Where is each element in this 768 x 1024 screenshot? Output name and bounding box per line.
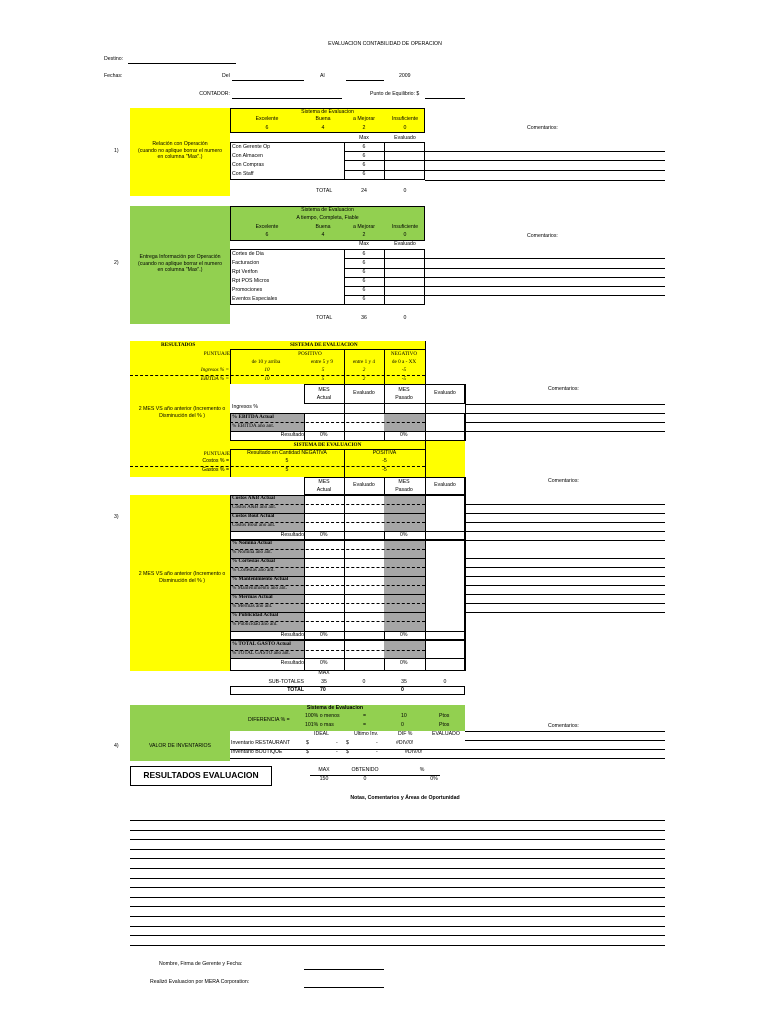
s3b-row-label: % Cortesias Actual [232,558,275,564]
s2-row-line [344,295,425,296]
s3a-ingresos-value: 10 [264,367,270,373]
s2-total-max: 36 [361,315,367,321]
s3a-ebitda-value: 5 [321,376,325,382]
s3b-divider [425,441,426,477]
s1-row-label: Con Gerente Op [232,144,271,150]
s4-ptos: Ptos [439,722,450,728]
s3b-row-label: % TOTAL GASTO Actual [232,641,291,647]
s1-desc-line: (cuando no aplique borrar el numero [138,147,222,154]
s3b-evaluado-header-2: Evaluado [434,482,456,488]
s3a-ingresos-value: -5 [401,367,407,373]
s1-evaluado-header: Evaluado [394,135,416,141]
s4-dif: #DIV/0! [396,740,414,746]
s3b-evaluado-header: Evaluado [353,482,375,488]
s3b-comment-line[interactable] [465,603,665,604]
s4-value: - [376,740,378,746]
s3b-costos-value: 5 [285,458,289,464]
s2-row-label: Rpt Verifon [232,269,258,275]
punto-equilibrio-label: Punto de Equilibrio: $ [370,91,420,97]
s3b-dashed-rule [130,466,425,467]
s2-comment-line[interactable] [425,258,665,259]
notas-title: Notas, Comentarios y Áreas de Oportunidad [350,795,460,801]
s3a-ebitda-value: 10 [264,376,270,382]
s3b-col-divider [465,477,466,671]
s3a-comment-line[interactable] [465,404,665,405]
destino-label: Destino: [104,56,124,62]
s1-table-divider [384,142,385,180]
punto-equilibrio-field[interactable] [425,98,465,99]
subtotal-value: 0 [443,679,447,685]
s3b-resultado-actual: 0% [320,532,328,538]
s4-value: - [376,749,378,755]
s2-row-max: 6 [362,260,366,266]
s1-score: 2 [362,125,366,131]
s1-max-header: Max [359,135,369,141]
s1-scale-title: Sistema de Evaluacion [301,109,354,115]
s3b-mes-pasado-header [384,479,424,495]
s1-row-max: 6 [362,153,366,159]
s3b-divider [304,495,305,540]
s4-inv-label: Inventario BOUTIQUE [231,749,283,755]
s3b-comment-line[interactable] [465,612,665,613]
s2-level: a Mejorar [353,224,375,230]
s3a-row-label: Ingresos % [232,404,258,410]
s2-row-max: 6 [362,269,366,275]
final-pct-value: 0% [430,776,438,782]
s2-row-line [344,277,425,278]
s3a-range: de 10 y arriba [251,359,281,365]
s3b-rule [230,631,465,632]
s3a-row-label: % EBITDA Actual [232,414,274,420]
s1-score: 4 [321,125,325,131]
s3b-row-label: % Mermas año ant. [232,603,273,609]
s1-description [130,141,230,161]
s3a-mes-actual-header [304,387,344,403]
s1-comment-line[interactable] [425,151,665,152]
notas-line[interactable] [130,935,665,936]
s3b-divider [304,540,305,640]
s3a-ebitda-value: -5 [401,376,407,382]
final-obtenido-label: OBTENIDO [351,767,379,773]
firma-label: Nombre, Firma de Gerente y Fecha: [159,961,243,967]
s3b-comment-line[interactable] [465,522,665,523]
total-label: TOTAL [287,687,304,693]
s4-sistema-title: Sistema de Evaluacion [306,705,364,711]
s3a-comment-line[interactable] [465,431,665,432]
s2-desc-line: en columna "Max".) [157,267,203,273]
s2-comment-line[interactable] [425,268,665,269]
s2-max-header: Max [359,241,369,247]
s4-currency: $ [346,749,349,755]
s1-score: 0 [403,125,407,131]
firma-field[interactable] [304,969,384,970]
s4-eq: = [363,722,367,728]
s2-number: 2) [114,260,119,266]
s1-level: Buena [315,116,331,122]
s2-row-max: 6 [362,287,366,293]
s3a-ebitda-label: EBITDA % = [200,376,229,382]
s3a-range: entre 5 y 9 [310,359,334,365]
s3b-resultado-label: Resultado [280,660,304,666]
s3b-resultado-pasado: 0% [400,632,408,638]
s3b-comment-line[interactable] [465,567,665,568]
s3b-row-label: % Mantenimiento año ant. [232,585,288,591]
s1-desc-line: Relación con Operación [152,141,208,147]
notas-line[interactable] [130,849,665,850]
s3b-rule [230,531,465,532]
s4-col-header: EVALUADO [432,731,460,737]
s1-comment-line[interactable] [425,170,665,171]
s3a-row-label: % EBITDA año ant. [232,423,275,429]
header-line: MES [318,387,330,393]
s3a-range: de 0 a - XX [391,359,417,365]
al-label: Al [320,73,325,79]
s4-diferencia-label: DIFERENCIA % = [248,717,290,723]
s4-points: 10 [401,713,407,719]
subtotal-value: 35 [401,679,407,685]
s2-row-line [344,286,425,287]
s4-dif: #DIV/0! [405,749,423,755]
s3b-row-label: % TOTAL GASTO año ant. [232,650,291,656]
destino-field[interactable] [128,63,236,64]
s3b-divider [304,640,305,671]
total-max: 70 [320,687,326,693]
s2-level: Insuficiente [391,224,419,230]
s3b-puntuaje: PUNTUAJE [203,451,230,457]
s3a-evaluado-header-2: Evaluado [434,390,456,396]
s3b-comment-line[interactable] [465,531,665,532]
s2-comment-line[interactable] [425,286,665,287]
s3a-negativo: NEGATIVO [390,351,418,357]
s4-value: - [336,740,338,746]
s3a-ingresos-label: Ingresos % = [200,367,229,373]
s3b-comment-line[interactable] [465,576,665,577]
s1-row-label: Con Staff [232,171,254,177]
s4-range: 100% o menos [305,713,340,719]
s2-score: 2 [362,232,366,238]
document-title: EVALUACION CONTABILIDAD DE OPERACION [328,41,442,47]
s4-label-block [130,705,230,761]
s3a-ebitda-value: 2 [362,376,366,382]
s3b-resultado-label: Resultado [280,632,304,638]
s3a-ingresos-value: 5 [321,367,325,373]
s2-row-label: Rpt POS Micros [232,278,270,284]
s4-value: - [336,749,338,755]
notas-line[interactable] [130,906,665,907]
s3a-resultado-pasado: 0% [400,432,408,438]
s3a-range: entre 1 y 4 [352,359,376,365]
notas-line[interactable] [130,916,665,917]
s4-col-header: DIF % [398,731,413,737]
s3a-rule [230,431,465,432]
subtotal-value: 35 [321,679,327,685]
s1-level: Excelente [255,116,279,122]
total-evaluado: 0 [401,687,404,693]
s3b-row-label: % Publicidad Actual [232,612,279,618]
s2-comment-line[interactable] [425,277,665,278]
notas-line[interactable] [130,926,665,927]
notas-line[interactable] [130,887,665,888]
del-label: Del [222,73,230,79]
s3a-resultados-title: RESULTADOS [161,342,196,348]
s3b-comment-line[interactable] [465,594,665,595]
s4-inv-label: Inventario RESTAURANT [231,740,290,746]
s2-row-max: 6 [362,278,366,284]
s2-row-label: Promociones [232,287,263,293]
s3b-comment-line[interactable] [465,513,665,514]
s4-rule [230,758,465,759]
s2-row-line [344,268,425,269]
s2-comment-line[interactable] [425,295,665,296]
s1-comment-line[interactable] [425,180,665,181]
header-line: MES [398,479,410,485]
s3b-resultado-actual: 0% [320,632,328,638]
s3a-divider [425,341,426,384]
s3a-puntuaje: PUNTUAJE [203,351,230,357]
header-line: MES [318,479,330,485]
final-max-label: MAX [318,767,330,773]
realizo-label: Realizó Evaluacion por MERA Corporation: [150,979,250,985]
s3a-evaluado-header: Evaluado [353,390,375,396]
notas-line[interactable] [130,878,665,879]
s1-comentarios-label: Comentarios: [527,125,558,131]
al-field[interactable] [346,80,384,81]
s1-row-max: 6 [362,144,366,150]
s2-description [130,254,230,274]
s2-row-label: Eventos Especiales [232,296,278,302]
s1-row-label: Con Compras [232,162,265,168]
s3a-divider [230,349,231,384]
s3b-row-label: Costos A&B Actual [232,495,275,501]
s4-comment-line[interactable] [465,731,665,732]
final-max-value: 150 [319,776,329,782]
s4-comment-line[interactable] [465,740,665,741]
s3a-comentarios-label: Comentarios: [548,386,579,392]
s3a-dashed-rule [130,375,425,376]
s3a-comment-line[interactable] [465,422,665,423]
s2-row-max: 6 [362,251,366,257]
s3b-mes-actual-header [304,479,344,495]
fechas-label: Fechas: [104,73,123,79]
s2-row-label: Facturacion [232,260,260,266]
notas-line[interactable] [130,897,665,898]
s2-scale-title: Sistema de Evaluacion [301,207,354,213]
s2-row-label: Cortes de Dia [232,251,264,257]
s2-level: Excelente [255,224,279,230]
header-line: Actual [316,394,332,401]
s4-col-header: IDEAL [314,731,329,737]
s3b-comment-line[interactable] [465,585,665,586]
s3b-pos-head: POSITIVA [372,450,397,456]
s4-comment-line[interactable] [465,749,665,750]
s4-number: 4) [114,743,119,749]
s3b-comment-line[interactable] [465,504,665,505]
s3a-ingresos-value: 2 [362,367,366,373]
realizo-field[interactable] [304,987,384,988]
s3a-resultado-actual: 0% [320,432,328,438]
s1-desc-line: en columna "Max".) [157,154,203,160]
s2-row-line [344,258,425,259]
s2-total-label: TOTAL [316,315,333,321]
s2-total-evaluado: 0 [403,315,407,321]
s3a-resultado-label: Resultado [280,432,304,438]
s3b-resultado-actual: 0% [320,660,328,666]
s3b-comment-line[interactable] [465,558,665,559]
s1-row-line [344,160,425,161]
s3a-divider [304,413,305,441]
contador-field[interactable] [232,98,342,99]
s3a-sistema-title: SISTEMA DE EVALUACION [290,342,358,348]
s3b-description: 2 MES VS año anterior (Incremento o Disminución del % ) [138,571,226,584]
s3b-gastos-label: Gastos % = [202,467,229,473]
final-obtenido-value: 0 [363,776,367,782]
s3b-rule [230,658,465,659]
subtotal-value: 0 [362,679,366,685]
s2-desc-line: Entrega Información por Operación [139,254,221,260]
s1-row-line [344,151,425,152]
s1-total-max: 24 [361,188,367,194]
notas-line[interactable] [130,868,665,869]
s4-eq: = [363,713,367,719]
s3b-row-label: Costos Bout Actual [232,513,275,519]
s1-level: Insuficiente [391,116,419,122]
s1-total-evaluado: 0 [403,188,407,194]
s3a-description: 2 MES VS año anterior (Incremento o Disminución del % ) [138,406,226,419]
header-line: Pasado [395,394,413,401]
s4-currency: $ [306,740,309,746]
contador-label: CONTADOR: [199,91,230,97]
s4-range: 101% o mas [305,722,334,728]
s1-number: 1) [114,148,119,154]
final-pct-label: % [419,767,425,773]
s3a-positivo: POSITIVO [298,351,322,357]
s3b-number: 3) [114,514,119,520]
s3b-max-label: MAX [318,670,330,676]
s3b-row-label: % Nomina Actual [232,540,272,546]
s3b-resultado-pasado: 0% [400,660,408,666]
s1-level: a Mejorar [353,116,375,122]
del-field[interactable] [232,80,304,81]
s3b-costos-value: -5 [382,458,387,464]
s2-score: 0 [403,232,407,238]
notas-line[interactable] [130,858,665,859]
s3b-row-label: % Cortesias año ant. [232,567,275,573]
s2-score: 4 [321,232,325,238]
s2-level: Buena [315,224,331,230]
header-line: Pasado [395,486,413,493]
s3b-row-label: % Publicidad año ant. [232,621,278,627]
s3b-row-label: % Mantenimiento Actual [232,576,289,582]
s1-total-label: TOTAL [316,188,333,194]
s3b-row-label: Costos Bout año ant. [232,522,276,528]
s3b-row-label: % Mermas Actual [232,594,273,600]
s4-comentarios-label: Comentarios: [548,723,579,729]
year-label: 2009 [399,73,411,79]
s3b-resultado-label: Resultado [280,532,304,538]
s1-row-max: 6 [362,171,366,177]
notas-line[interactable] [130,839,665,840]
s1-comment-line[interactable] [425,160,665,161]
notas-line[interactable] [130,830,665,831]
s3a-comment-line[interactable] [465,413,665,414]
s3b-row-label: % Nomina año ant. [232,549,273,555]
s4-currency: $ [306,749,309,755]
s4-ptos: Ptos [439,713,450,719]
s3b-row-label: Costos A&B año ant. [232,504,277,510]
s1-row-line [344,170,425,171]
s4-points: 0 [401,722,404,728]
s4-comment-line[interactable] [465,758,665,759]
s1-score: 6 [265,125,269,131]
s3b-gastos-value: -5 [382,467,387,473]
s2-comentarios-label: Comentarios: [527,233,558,239]
s2-desc-line: (cuando no aplique borrar el numero [138,260,222,267]
notas-line[interactable] [130,945,665,946]
s3a-rule [230,349,425,350]
notas-line[interactable] [130,820,665,821]
s1-row-label: Con Almacen [232,153,263,159]
header-line: Actual [316,486,332,493]
s4-rule [230,749,465,750]
s3a-mes-pasado-header [384,387,424,403]
s2-row-max: 6 [362,296,366,302]
final-rule [310,775,440,776]
header-line: MES [398,387,410,393]
s2-scale-subtitle: A tiempo, Completa, Fiable [296,215,359,221]
s2-score: 6 [265,232,269,238]
s1-row-max: 6 [362,162,366,168]
s3b-comment-line[interactable] [465,540,665,541]
s3b-resultado-pasado: 0% [400,532,408,538]
s4-currency: $ [346,740,349,746]
subtotales-label: SUB-TOTALES [268,679,304,685]
s3b-sistema-title: SISTEMA DE EVALUACION [293,442,362,448]
s3b-gastos-value: 5 [285,467,289,473]
s3b-comentarios-label: Comentarios: [548,478,579,484]
s3b-neg-head: Resultado en Cantidad NEGATIVA [247,450,327,456]
resultados-evaluacion-title: RESULTADOS EVALUACION [143,770,259,780]
s3b-costos-label: Costos % = [202,458,229,464]
s2-evaluado-header: Evaluado [394,241,416,247]
s4-label: VALOR DE INVENTARIOS [148,743,212,749]
s4-col-header: Ultimo Inv. [354,731,379,737]
